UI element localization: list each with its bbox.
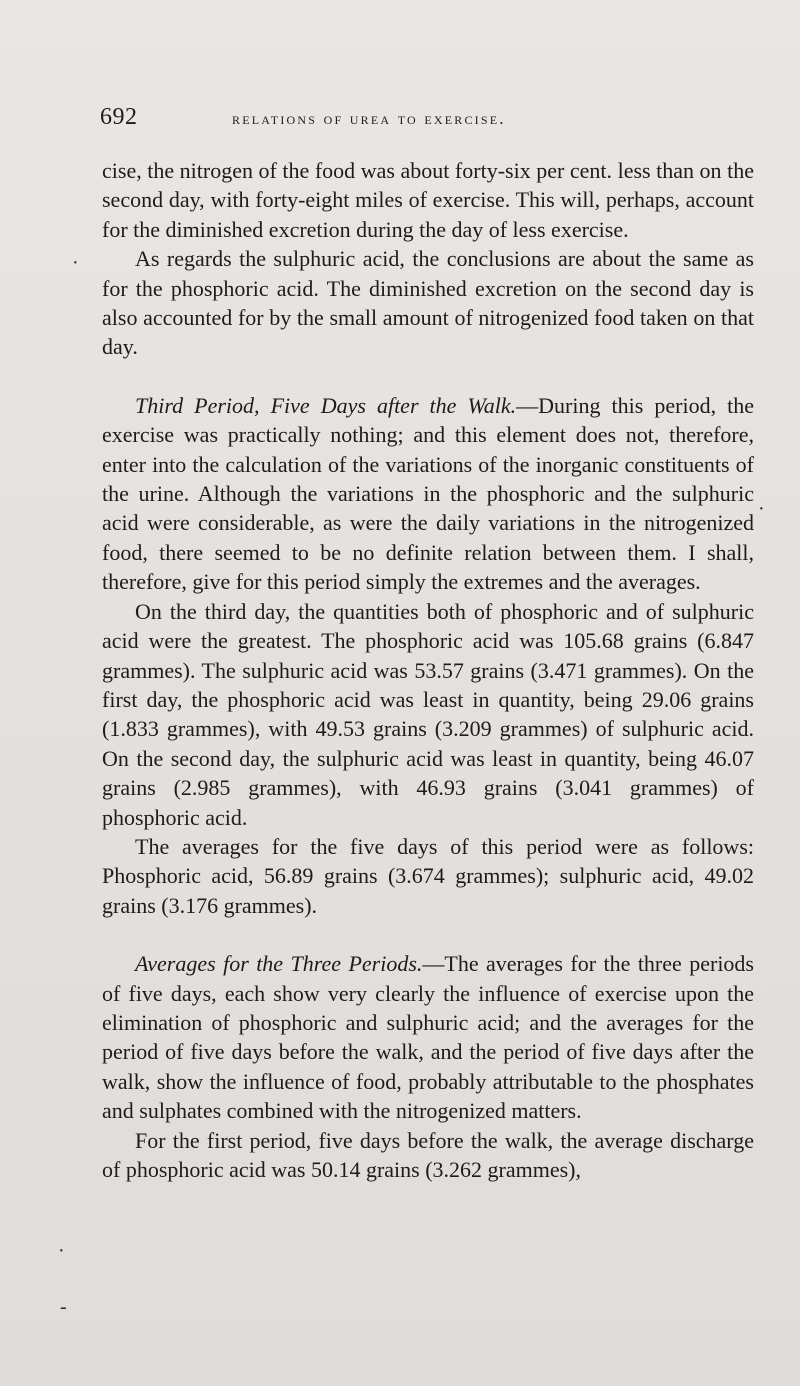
paragraph-text: —During this period, the exercise was practically nothing; and this element does not, therefore, enter into the calculation of the variations of the inorganic constituents of the urine. Although the variations in the phosphoric and the sulphuric acid were considerable, as were the daily variations in the nitrogenized food, there seemed to be no definite relation between them. I shall, therefore, give for this period simply the extremes and the averages. (102, 392, 754, 595)
section-heading-third-period: Third Period, Five Days after the Walk. (135, 392, 517, 418)
paragraph-first-period (102, 1126, 754, 1185)
paragraph-averages-three-periods (102, 949, 754, 1125)
paragraph-text: As regards the sulphuric acid, the conclusions are about the same as for the phosphoric acid. The diminished excretion on the second day is also accounted for by the small amount of nitrogenized food taken on that day. (102, 246, 754, 360)
margin-mark: · (58, 1240, 65, 1262)
page-header (100, 104, 640, 136)
paragraph-third-day (102, 597, 754, 832)
paragraph-text: cise, the nitrogen of the food was about forty-six per cent. less than on the second day, with forty-eight miles of exercise. This will, perhaps, account for the diminished excretion during the day of less exercise. (102, 158, 754, 242)
paragraph-continuation (102, 156, 754, 244)
body-text (102, 156, 754, 1184)
paragraph-averages-five-days (102, 832, 754, 920)
paragraph-text: On the third day, the quantities both of phosphoric and of sulphuric acid were the greatest. The phosphoric acid was 105.68 grains (6.847 grammes). The sulphuric acid was 53.57 grains (3.471 grammes). On the first day, the phosphoric acid was least in quantity, being 29.06 grains (1.833 grammes), with 49.53 grains (3.209 grammes) of sulphuric acid. On the second day, the sulphuric acid was least in quantity, being 46.07 grains (2.985 grammes), with 46.93 grains (3.041 grammes) of phosphoric acid. (102, 598, 754, 830)
paragraph-text: The averages for the five days of this period were as follows: Phosphoric acid, 56.89 grains (3.674 grammes); sulphuric acid, 49.02 grains (3.176 grammes). (102, 833, 754, 918)
paragraph-text: —The averages for the three periods of five days, each show very clearly the influence of exercise upon the elimination of phosphoric and sulphuric acid; and the averages for the period of five days before the walk, and the period of five days after the walk, show the influence of food, probably attributable to the phosphates and sulphates combined with the nitrogenized matters. (102, 951, 754, 1124)
running-title: relations of urea to exercise. (232, 109, 506, 128)
paragraph-sulphuric-acid (102, 244, 754, 362)
margin-mark: · (72, 252, 79, 274)
paragraph-text: For the first period, five days before the walk, the average discharge of phosphoric acid was 50.14 grains (3.262 grammes), (102, 1127, 754, 1182)
section-heading-averages: Averages for the Three Periods. (135, 951, 423, 977)
paragraph-third-period (102, 391, 754, 597)
page-number: 692 (100, 104, 138, 130)
margin-mark: - (60, 1296, 67, 1318)
margin-mark: · (758, 498, 765, 520)
